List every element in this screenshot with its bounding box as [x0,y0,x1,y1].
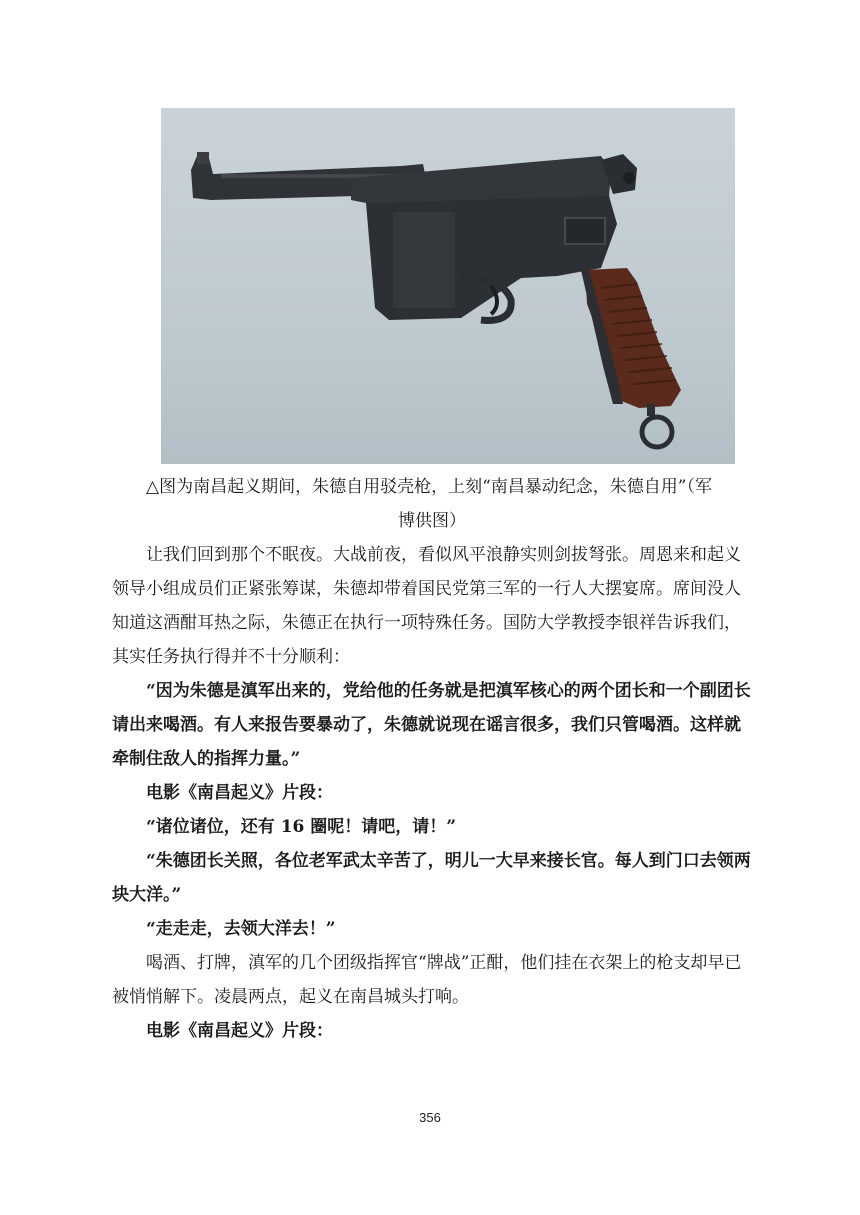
paragraph: “因为朱德是滇军出来的，党给他的任务就是把滇军核心的两个团长和一个副团长请出来喝酒。有人来报告要暴动了，朱德就说现在谣言很多，我们只管喝酒。这样就牵制住敌人的指挥力量。” [112,681,751,769]
paragraph: 电影《南昌起义》片段： [146,783,333,803]
caption-line-2: 博供图） [398,511,466,531]
caption-line-1: △图为南昌起义期间，朱德自用驳壳枪，上刻“南昌暴动纪念，朱德自用”（军 [146,477,712,497]
article-body [112,538,752,1048]
photo-caption [112,470,752,538]
mauser-pistol-illustration [161,108,735,464]
paragraph: 喝酒、打牌，滇军的几个团级指挥官“牌战”正酣，他们挂在衣架上的枪支却早已被悄悄解下。凌晨两点，起义在南昌城头打响。 [112,953,742,1007]
pistol-photo [161,108,735,464]
page-number: 356 [419,1110,441,1125]
paragraph: 电影《南昌起义》片段： [146,1021,333,1041]
paragraph: “诸位诸位，还有 16 圈呢！请吧，请！” [146,817,457,837]
paragraph: 让我们回到那个不眠夜。大战前夜，看似风平浪静实则剑拔弩张。周恩来和起义领导小组成员们正紧张筹谋，朱德却带着国民党第三军的一行人大摆宴席。席间没人知道这酒酣耳热之际，朱德正在执行一项特殊任务。国防大学教授李银祥告诉我们，其实任务执行得并不十分顺利： [112,545,741,667]
paragraph: “走走走，去领大洋去！” [146,919,336,939]
paragraph: “朱德团长关照，各位老军武太辛苦了，明儿一大早来接长官。每人到门口去领两块大洋。” [112,851,751,905]
